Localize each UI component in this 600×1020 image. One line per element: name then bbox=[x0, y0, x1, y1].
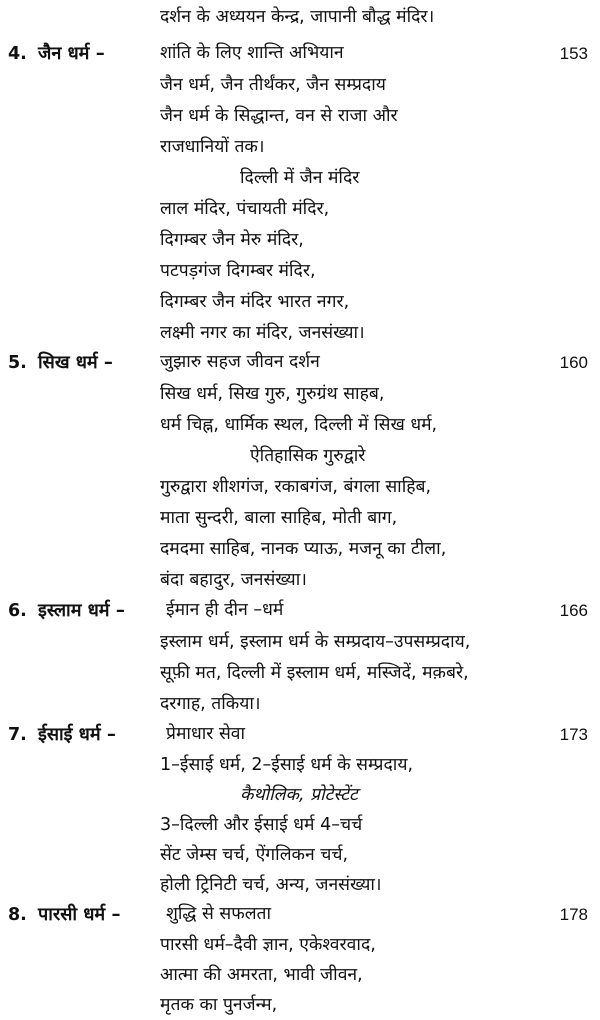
section-number: 7. bbox=[8, 725, 27, 745]
section-number: 6. bbox=[8, 601, 27, 621]
section-number: 5. bbox=[8, 353, 27, 373]
section-title: ईमान ही दीन –धर्म bbox=[166, 600, 284, 620]
page-number: 178 bbox=[559, 905, 588, 924]
list-item: जैन धर्म, जैन तीर्थंकर, जैन सम्प्रदाय bbox=[160, 75, 386, 95]
page-number: 173 bbox=[559, 725, 588, 744]
section-title: जुझारु सहज जीवन दर्शन bbox=[160, 352, 320, 372]
list-item: जैन धर्म के सिद्धान्त, वन से राजा और bbox=[160, 106, 398, 126]
section-heading: जैन धर्म – bbox=[38, 43, 105, 64]
list-item: राजधानियों तक। bbox=[160, 137, 265, 157]
list-item: दमदमा साहिब, नानक प्याऊ, मजनू का टीला, bbox=[160, 539, 447, 559]
section-heading: सिख धर्म – bbox=[38, 352, 113, 373]
page-number: 153 bbox=[559, 44, 588, 63]
list-item: दिगम्बर जैन मेरु मंदिर, bbox=[160, 230, 304, 250]
list-item: मृतक का पुनर्जन्म, bbox=[160, 995, 278, 1015]
subheading: कैथोलिक, प्रोटेस्टेंट bbox=[240, 785, 358, 805]
section-title: शांति के लिए शान्ति अभियान bbox=[160, 43, 344, 63]
list-item: गुरुद्वारा शीशगंज, रकाबगंज, बंगला साहिब, bbox=[160, 477, 432, 497]
list-item: होली ट्रिनिटी चर्च, अन्य, जनसंख्या। bbox=[160, 875, 382, 895]
list-item: आत्मा की अमरता, भावी जीवन, bbox=[160, 965, 363, 985]
list-item: 3–दिल्ली और ईसाई धर्म 4–चर्च bbox=[160, 815, 363, 835]
list-item: बंदा बहादुर, जनसंख्या। bbox=[160, 570, 307, 590]
section-heading: इस्लाम धर्म – bbox=[38, 600, 125, 621]
list-item: सूफ़ी मत, दिल्ली में इस्लाम धर्म, मस्जिदें, मक़बरे, bbox=[160, 663, 469, 683]
list-item: पटपड़गंज दिगम्बर मंदिर, bbox=[160, 261, 316, 281]
list-item: सिख धर्म, सिख गुरु, गुरुग्रंथ साहब, bbox=[160, 384, 385, 404]
section-number: 8. bbox=[8, 905, 27, 925]
list-item: 1–ईसाई धर्म, 2–ईसाई धर्म के सम्प्रदाय, bbox=[160, 755, 414, 775]
page-number: 160 bbox=[559, 353, 588, 372]
subheading: ऐतिहासिक गुरुद्वारे bbox=[250, 446, 366, 466]
page-number: 166 bbox=[559, 601, 588, 620]
list-item: लक्ष्मी नगर का मंदिर, जनसंख्या। bbox=[160, 323, 365, 343]
section-title: प्रेमाधार सेवा bbox=[166, 724, 246, 744]
subheading: दिल्ली में जैन मंदिर bbox=[240, 168, 360, 188]
section-heading: ईसाई धर्म – bbox=[38, 724, 116, 745]
list-item: दिगम्बर जैन मंदिर भारत नगर, bbox=[160, 292, 350, 312]
section-heading: पारसी धर्म – bbox=[38, 904, 121, 925]
list-item: लाल मंदिर, पंचायती मंदिर, bbox=[160, 199, 330, 219]
list-item: दरगाह, तकिया। bbox=[160, 694, 261, 714]
list-item: इस्लाम धर्म, इस्लाम धर्म के सम्प्रदाय–उपसम्प्रदाय, bbox=[160, 632, 471, 652]
list-item: पारसी धर्म–दैवी ज्ञान, एकेश्वरवाद, bbox=[160, 935, 376, 955]
list-item: माता सुन्दरी, बाला साहिब, मोती बाग, bbox=[160, 508, 398, 528]
list-item: सेंट जेम्स चर्च, ऐंगलिकन चर्च, bbox=[160, 845, 349, 865]
intro-line: दर्शन के अध्ययन केन्द्र, जापानी बौद्ध मंदिर। bbox=[160, 7, 435, 27]
section-number: 4. bbox=[8, 44, 27, 64]
section-title: शुद्धि से सफलता bbox=[166, 904, 272, 924]
list-item: धर्म चिह्न, धार्मिक स्थल, दिल्ली में सिख धर्म, bbox=[160, 415, 438, 435]
